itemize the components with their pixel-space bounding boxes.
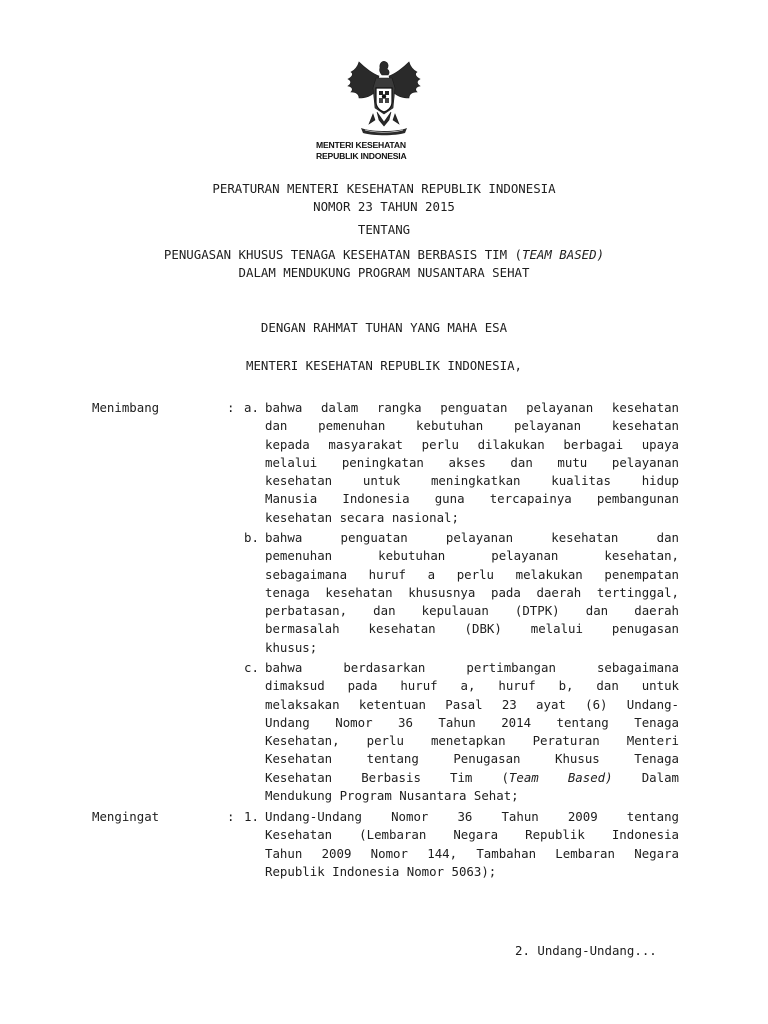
item-marker-b: b. xyxy=(244,530,259,545)
ministry-logo-text xyxy=(316,140,456,161)
item-1-line: Republik Indonesia Nomor 5063); xyxy=(265,863,497,879)
item-b-line: bermasalah kesehatan (DBK) melalui penugasan xyxy=(265,621,679,637)
item-b-line: perbatasan, dan kepulauan (DTPK) dan daerah xyxy=(265,603,679,619)
item-a-line: dan pemenuhan kebutuhan pelayanan kesehatan xyxy=(265,418,679,434)
item-c-line: melaksakan ketentuan Pasal 23 ayat (6) Undang- xyxy=(265,696,679,712)
item-b-line: khusus; xyxy=(265,639,318,655)
item-b-line: tenaga kesehatan khususnya pada daerah tertinggal, xyxy=(265,584,679,600)
menimbang-item-c xyxy=(265,659,679,805)
item-c-line: Undang Nomor 36 Tahun 2014 tentang Tenaga xyxy=(265,714,679,730)
item-b-line: sebagaimana huruf a perlu melakukan penempatan xyxy=(265,566,679,582)
tentang-label: TENTANG xyxy=(357,222,411,237)
subject-line-1-italic: TEAM BASED) xyxy=(522,247,605,262)
mengingat-colon: : xyxy=(227,809,235,824)
ministry-logo-line1: MENTERI KESEHATAN xyxy=(316,140,406,150)
invocation: DENGAN RAHMAT TUHAN YANG MAHA ESA xyxy=(260,320,508,335)
item-c-line: Kesehatan, perlu menetapkan Peraturan Menteri xyxy=(265,733,679,749)
mengingat-label: Mengingat xyxy=(92,809,160,824)
item-c-line: dimaksud pada huruf a, huruf b, dan untuk xyxy=(265,678,679,694)
regulation-number: NOMOR 23 TAHUN 2015 xyxy=(313,199,455,214)
item-b-line: bahwa penguatan pelayanan kesehatan dan xyxy=(265,530,679,545)
regulation-title: PERATURAN MENTERI KESEHATAN REPUBLIK INDONESIA xyxy=(212,181,556,196)
menimbang-colon: : xyxy=(227,400,235,415)
item-a-line: bahwa dalam rangka penguatan pelayanan kesehatan xyxy=(265,400,679,415)
item-c-line7-text: Kesehatan Berbasis Tim ( xyxy=(265,769,509,785)
menimbang-item-a xyxy=(265,399,679,527)
subject-line-1-text: PENUGASAN KHUSUS TENAGA KESEHATAN BERBASIS TIM ( xyxy=(163,247,522,262)
item-marker-c: c. xyxy=(244,660,259,675)
item-1-line: Undang-Undang Nomor 36 Tahun 2009 tentang xyxy=(265,809,679,824)
item-c-line: Mendukung Program Nusantara Sehat; xyxy=(265,788,519,804)
subject-line-2: DALAM MENDUKUNG PROGRAM NUSANTARA SEHAT xyxy=(238,265,530,280)
item-c-line: Kesehatan tentang Penugasan Khusus Tenaga xyxy=(265,751,679,767)
menimbang-label: Menimbang xyxy=(92,400,160,415)
item-c-line7-end: Dalam xyxy=(612,769,679,785)
item-1-line: Tahun 2009 Nomor 144, Tambahan Lembaran Negara xyxy=(265,845,679,861)
item-a-line: melalui peningkatan akses dan mutu pelayanan xyxy=(265,454,679,470)
item-b-line: pemenuhan kebutuhan pelayanan kesehatan, xyxy=(265,548,679,564)
item-marker-a: a. xyxy=(244,400,259,415)
item-a-line: kesehatan secara nasional; xyxy=(265,509,459,525)
item-1-line: Kesehatan (Lembaran Negara Republik Indonesia xyxy=(265,827,679,843)
item-c-line7-italic: Team Based) xyxy=(508,769,613,785)
item-a-line: Manusia Indonesia guna tercapainya pembangunan xyxy=(265,491,679,507)
item-marker-1: 1. xyxy=(244,809,259,824)
subject-line-1 xyxy=(0,246,768,264)
mengingat-item-1 xyxy=(265,808,679,881)
issuer: MENTERI KESEHATAN REPUBLIK INDONESIA, xyxy=(245,358,522,373)
item-a-line: kesehatan untuk meningkatkan kualitas hidup xyxy=(265,473,679,489)
ministry-logo-line2: REPUBLIK INDONESIA xyxy=(316,150,407,161)
continuation-cue: 2. Undang-Undang... xyxy=(515,943,657,958)
item-c-line: bahwa berdasarkan pertimbangan sebagaimana xyxy=(265,660,679,675)
menimbang-item-b xyxy=(265,529,679,657)
item-a-line: kepada masyarakat perlu dilakukan berbagai upaya xyxy=(265,436,679,452)
garuda-emblem-icon xyxy=(343,58,425,138)
item-c-line xyxy=(265,769,679,787)
